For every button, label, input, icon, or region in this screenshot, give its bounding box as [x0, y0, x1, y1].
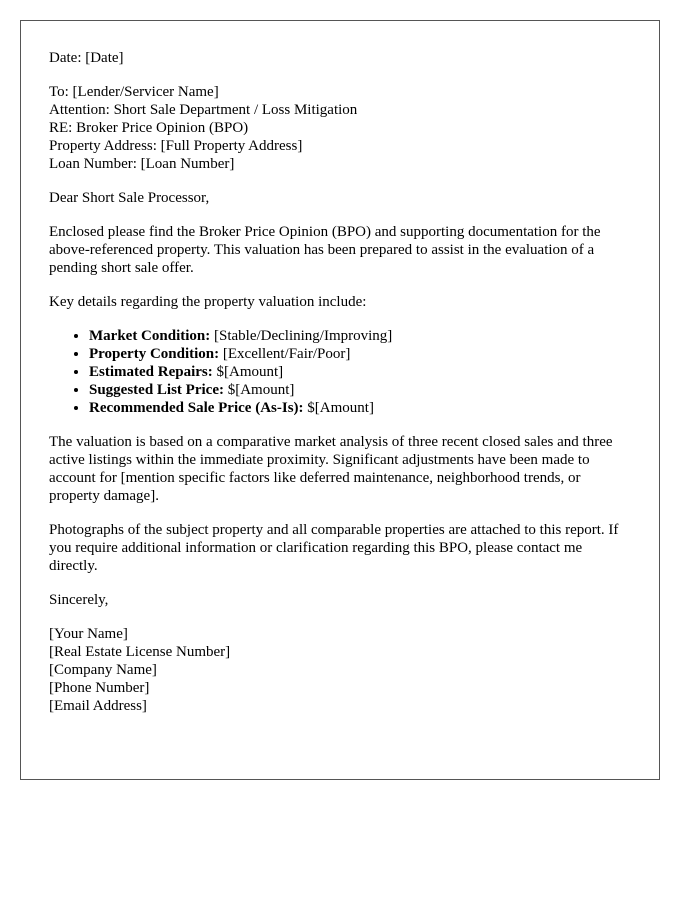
detail-value: $[Amount] [223, 382, 295, 398]
detail-value: [Excellent/Fair/Poor] [219, 346, 351, 362]
loan-number-line: Loan Number: [Loan Number] [49, 156, 235, 172]
property-address-line: Property Address: [Full Property Address] [49, 138, 303, 154]
signature-company: [Company Name] [49, 662, 157, 678]
letter-page [20, 20, 660, 780]
detail-value: [Stable/Declining/Improving] [210, 328, 393, 344]
detail-value: $[Amount] [303, 400, 374, 416]
valuation-details-list [49, 327, 631, 417]
signature-block [49, 625, 631, 715]
intro-paragraph: Enclosed please find the Broker Price Opinion (BPO) and supporting documentation for the above-referenced property. This valuation has been prepared to assist in the evaluation of a pending short sale offer. [49, 224, 601, 276]
closing-paragraph: Photographs of the subject property and all comparable properties are attached to this report. If you require additional information or clarification regarding this BPO, please contact me directly. [49, 522, 619, 574]
to-line: To: [Lender/Servicer Name] [49, 84, 219, 100]
recipient-block [49, 83, 631, 173]
date-block [49, 49, 631, 67]
re-line: RE: Broker Price Opinion (BPO) [49, 120, 249, 136]
attention-line: Attention: Short Sale Department / Loss Mitigation [49, 102, 358, 118]
details-intro: Key details regarding the property valuation include: [49, 294, 367, 310]
detail-label: Estimated Repairs: [89, 364, 213, 380]
detail-label: Market Condition: [89, 328, 211, 344]
signature-license: [Real Estate License Number] [49, 644, 231, 660]
sign-off: Sincerely, [49, 592, 109, 608]
date-line: Date: [Date] [49, 50, 124, 66]
detail-label: Property Condition: [89, 346, 220, 362]
list-item [89, 363, 631, 381]
detail-label: Suggested List Price: [89, 382, 224, 398]
list-item [89, 327, 631, 345]
detail-label: Recommended Sale Price (As-Is): [89, 400, 304, 416]
salutation: Dear Short Sale Processor, [49, 190, 210, 206]
detail-value: $[Amount] [212, 364, 284, 380]
list-item [89, 399, 631, 417]
list-item [89, 345, 631, 363]
analysis-paragraph: The valuation is based on a comparative market analysis of three recent closed sales and three active listings within the immediate proximity. Significant adjustments have been made to account for [mention specific factors like deferred maintenance, neighborhood trends, or property damage]. [49, 434, 613, 504]
list-item [89, 381, 631, 399]
signature-name: [Your Name] [49, 626, 128, 642]
signature-phone: [Phone Number] [49, 680, 150, 696]
signature-email: [Email Address] [49, 698, 147, 714]
